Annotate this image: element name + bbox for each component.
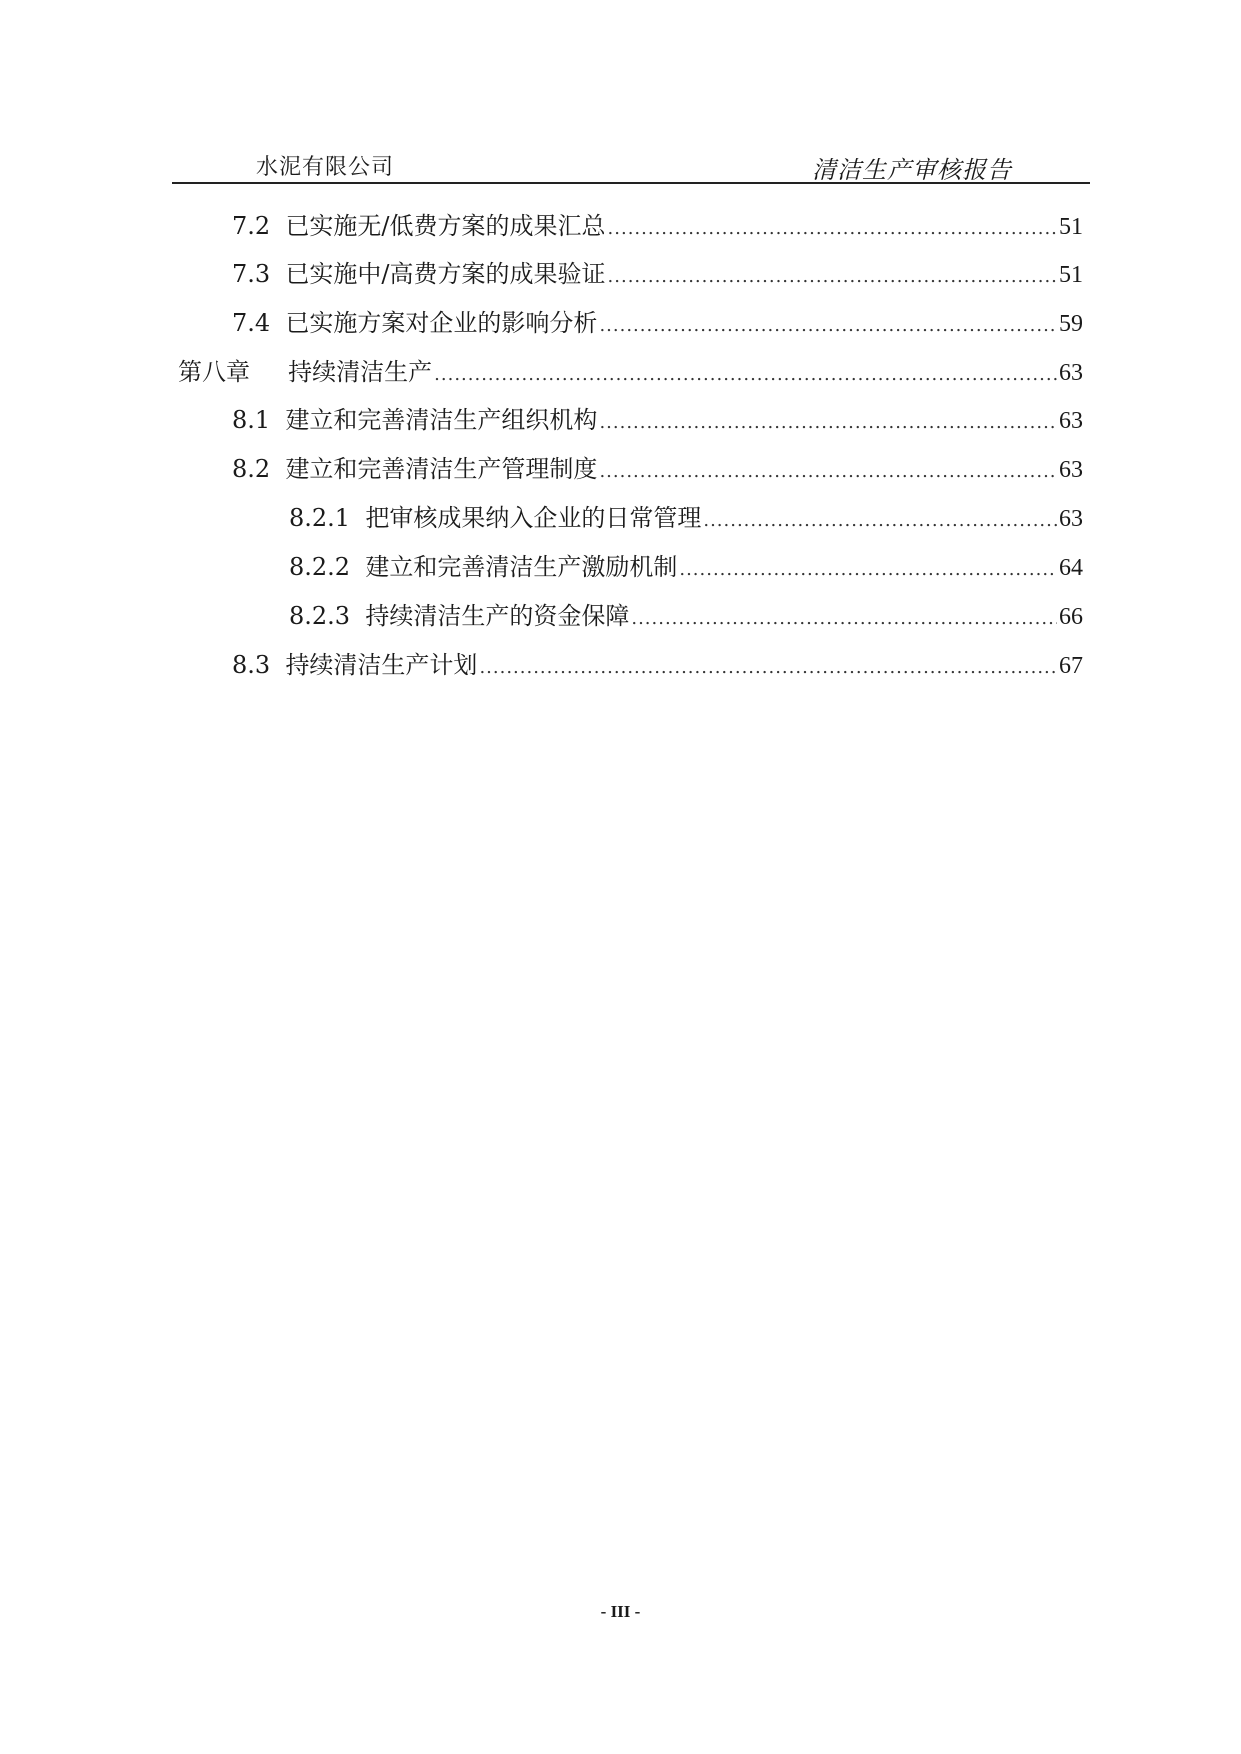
page-header — [172, 146, 1090, 184]
toc-entry-8-1[interactable] — [232, 400, 1083, 440]
toc-dot-leader — [434, 364, 1057, 385]
toc-dot-leader — [608, 218, 1057, 239]
toc-entry-number: 8.2.3 — [289, 602, 351, 630]
toc-entry-8-2-3[interactable] — [289, 596, 1083, 636]
toc-entry-page: 51 — [1059, 214, 1083, 240]
toc-entry-page: 51 — [1059, 262, 1083, 288]
toc-entry-title: 持续清洁生产 — [288, 358, 433, 386]
toc-entry-number: 7.2 — [232, 212, 271, 240]
toc-entry-page: 63 — [1059, 408, 1083, 434]
toc-dot-leader — [631, 608, 1057, 629]
toc-entry-title: 持续清洁生产的资金保障 — [365, 602, 630, 630]
toc-entry-8-2-2[interactable] — [289, 547, 1083, 587]
toc-dot-leader — [599, 461, 1057, 482]
company-name: 水泥有限公司 — [256, 155, 395, 180]
toc-entry-page: 63 — [1059, 360, 1083, 386]
toc-entry-title: 建立和完善清洁生产管理制度 — [285, 455, 598, 483]
toc-dot-leader — [679, 559, 1057, 580]
toc-entry-8-2[interactable] — [232, 449, 1083, 489]
toc-dot-leader — [479, 657, 1057, 678]
toc-entry-8-2-1[interactable] — [289, 498, 1083, 538]
toc-entry-page: 63 — [1059, 457, 1083, 483]
toc-entry-title: 已实施中/高费方案的成果验证 — [285, 260, 606, 288]
toc-entry-title: 持续清洁生产计划 — [285, 651, 478, 679]
toc-entry-7-2[interactable] — [232, 206, 1083, 246]
report-title: 清洁生产审核报告 — [812, 156, 1012, 184]
toc-entry-chapter-8[interactable] — [178, 352, 1083, 392]
toc-dot-leader — [599, 315, 1057, 336]
toc-entry-number: 8.1 — [232, 406, 271, 434]
toc-entry-number: 8.2 — [232, 455, 271, 483]
page-number: - III - — [600, 1602, 641, 1621]
toc-entry-7-4[interactable] — [232, 303, 1083, 343]
toc-entry-7-3[interactable] — [232, 254, 1083, 294]
toc-dot-leader — [608, 266, 1057, 287]
toc-dot-leader — [599, 412, 1057, 433]
toc-entry-title: 建立和完善清洁生产激励机制 — [365, 553, 678, 581]
toc-entry-number: 7.4 — [232, 309, 271, 337]
toc-entry-title: 把审核成果纳入企业的日常管理 — [365, 504, 702, 532]
toc-entry-title: 已实施无/低费方案的成果汇总 — [285, 212, 606, 240]
toc-entry-title: 已实施方案对企业的影响分析 — [285, 309, 598, 337]
toc-entry-page: 66 — [1059, 604, 1083, 630]
toc-entry-number: 第八章 — [178, 358, 250, 386]
toc-entry-number: 8.3 — [232, 651, 271, 679]
toc-entry-number: 7.3 — [232, 260, 271, 288]
toc-entry-page: 67 — [1059, 653, 1083, 679]
toc-entry-number: 8.2.2 — [289, 553, 351, 581]
toc-entry-title: 建立和完善清洁生产组织机构 — [285, 406, 598, 434]
toc-entry-page: 59 — [1059, 311, 1083, 337]
toc-entry-number: 8.2.1 — [289, 504, 351, 532]
toc-entry-8-3[interactable] — [232, 645, 1083, 685]
toc-dot-leader — [703, 510, 1057, 531]
toc-entry-page: 64 — [1059, 555, 1083, 581]
toc-entry-page: 63 — [1059, 506, 1083, 532]
